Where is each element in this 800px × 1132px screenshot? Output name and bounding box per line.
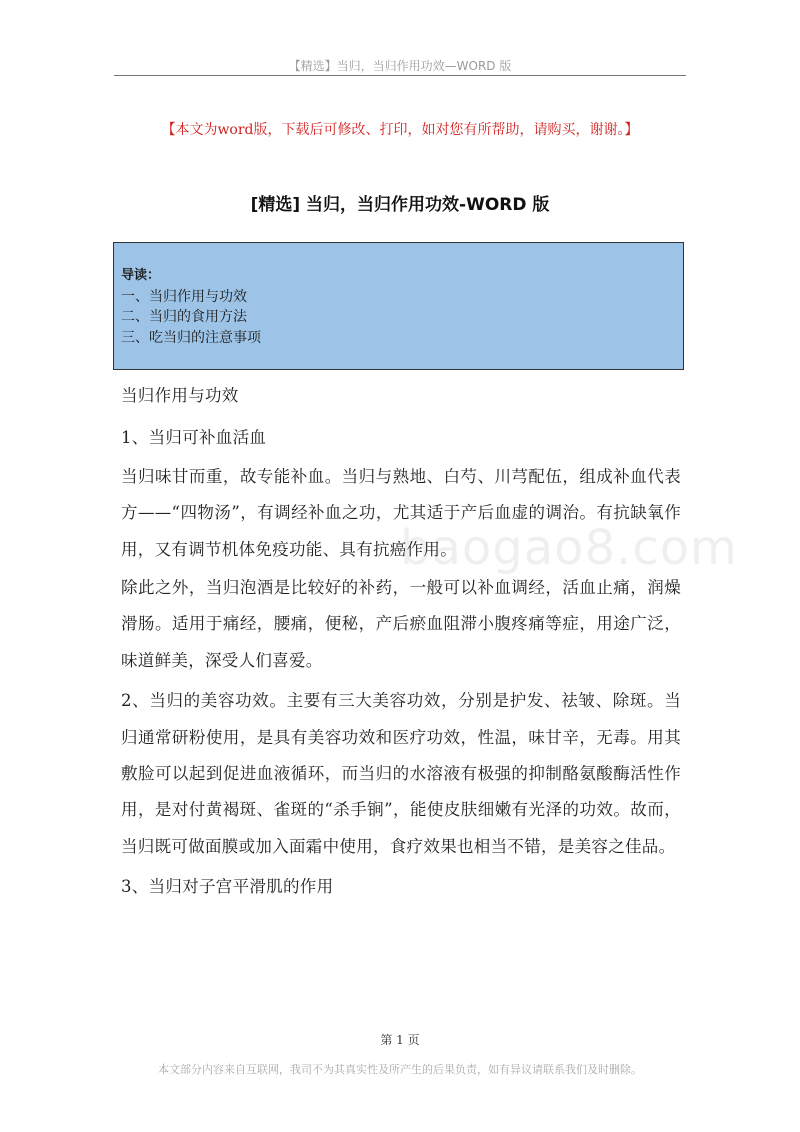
document-body (121, 378, 681, 906)
watermark: baogao8.com (400, 520, 738, 576)
purchase-notice: 【本文为word版，下载后可修改、打印，如对您有所帮助，请购买，谢谢。】 (161, 122, 639, 138)
body-paragraph: 2、当归的美容功效。主要有三大美容功效，分别是护发、祛皱、除斑。当归通常研粉使用，是具有美容功效和医疗功效，性温，味甘辛，无毒。用其敷脸可以起到促进血液循环，而当归的水溶液有极强的抑制酪氨酸酶活性作用，是对付黄褐斑、雀斑的“杀手锏”，能使皮肤细嫩有光泽的功效。故而，当归既可做面膜或加入面霜中使用，食疗效果也相当不错，是美容之佳品。 (121, 691, 681, 856)
subheading: 1、当归可补血活血 (121, 428, 267, 448)
header-divider (114, 75, 686, 76)
page-number: 第 1 页 (380, 1033, 420, 1047)
page-header: 【精选】当归，当归作用功效—WORD 版 (288, 59, 512, 73)
guide-title: 导读： (121, 268, 161, 283)
body-paragraph: 除此之外，当归泡酒是比较好的补药，一般可以补血调经，活血止痛，润燥滑肠。适用于痛经，腰痛，便秘，产后瘀血阻滞小腹疼痛等症，用途广泛，味道鲜美，深受人们喜爱。 (121, 578, 681, 670)
guide-box (113, 242, 684, 370)
guide-item: 二、当归的食用方法 (121, 309, 247, 325)
section-heading: 当归作用与功效 (121, 386, 239, 405)
guide-item: 三、吃当归的注意事项 (121, 329, 261, 346)
page-footer: 本文部分内容来自互联网，我司不为其真实性及所产生的后果负责，如有异议请联系我们及时删除。 (158, 1063, 642, 1076)
body-paragraph: 当归味甘而重，故专能补血。当归与熟地、白芍、川芎配伍，组成补血代表方——“四物汤”，有调经补血之功，尤其适于产后血虚的调治。有抗缺氧作用，又有调节机体免疫功能、具有抗癌作用。 (121, 466, 681, 559)
document-title: [精选] 当归，当归作用功效-WORD 版 (250, 195, 550, 215)
guide-item: 一、当归作用与功效 (121, 288, 247, 305)
subheading: 3、当归对子宫平滑肌的作用 (121, 877, 334, 897)
